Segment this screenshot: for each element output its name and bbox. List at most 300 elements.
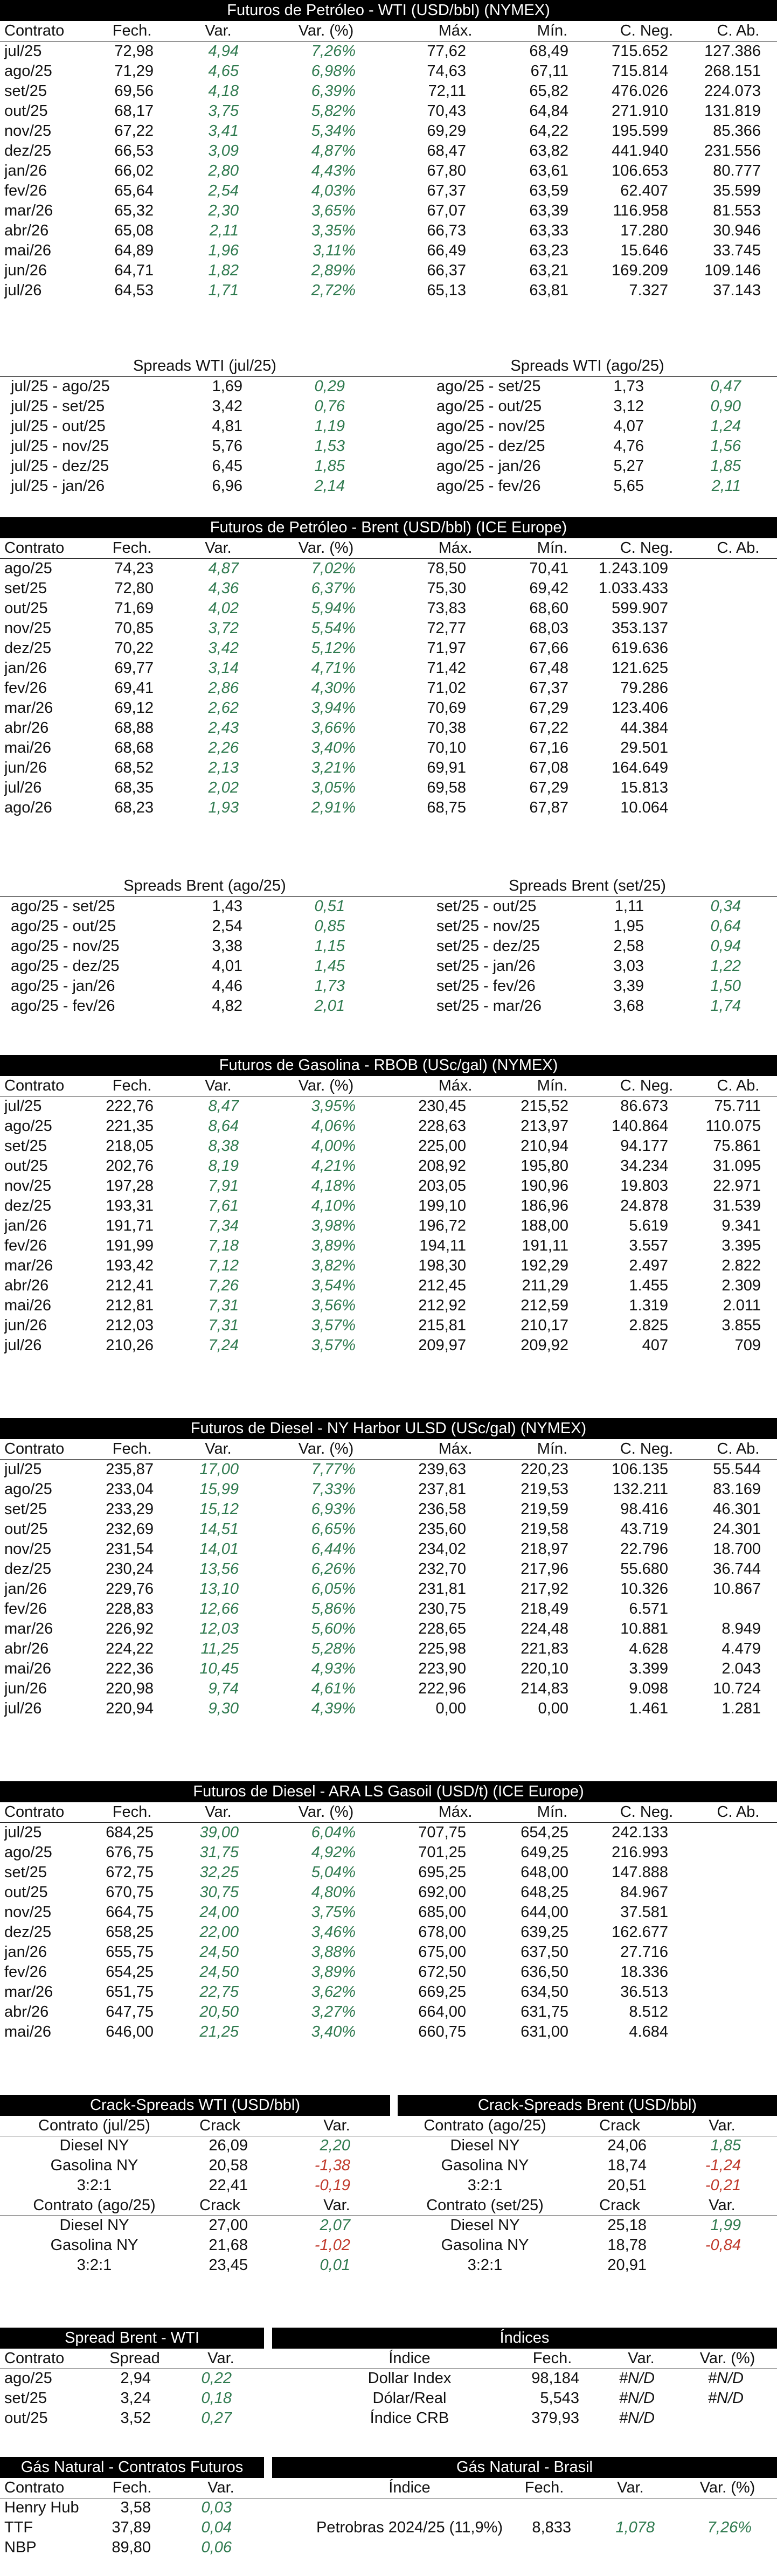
table-cell: 4,10% bbox=[311, 1197, 356, 1214]
table-cell: 36.744 bbox=[713, 1560, 761, 1578]
table-row bbox=[0, 1116, 777, 1136]
table-cell: ago/25 - jan/26 bbox=[11, 977, 115, 995]
column-header: C. Neg. bbox=[620, 1803, 674, 1821]
table-cell: 230,75 bbox=[418, 1600, 466, 1617]
table-cell: dez/25 bbox=[4, 1197, 52, 1214]
table-cell: 3,62% bbox=[311, 1983, 356, 2001]
table-cell: 476.026 bbox=[612, 82, 668, 100]
table-cell: 5,94% bbox=[311, 600, 356, 617]
table-cell: 7,31 bbox=[208, 1297, 239, 1314]
table-cell: 69,29 bbox=[427, 122, 466, 140]
table-cell: 75.861 bbox=[713, 1137, 761, 1155]
table-cell: Diesel NY bbox=[450, 2217, 520, 2234]
table-cell: 1.243.109 bbox=[598, 560, 668, 577]
table-cell: 37.581 bbox=[620, 1904, 668, 1921]
spread-bw-title: Spread Brent - WTI bbox=[0, 2328, 264, 2349]
table-cell: dez/25 bbox=[4, 640, 52, 657]
table-cell: out/25 bbox=[4, 2410, 48, 2427]
table-cell: 271.910 bbox=[612, 102, 668, 120]
crack-row bbox=[0, 2235, 777, 2255]
table-cell: 2,62 bbox=[208, 699, 239, 717]
table-cell: 6,05% bbox=[311, 1580, 356, 1598]
table-cell: 209,97 bbox=[418, 1337, 466, 1354]
table-cell: 6,65% bbox=[311, 1520, 356, 1538]
table-cell: 1,45 bbox=[314, 957, 345, 975]
column-header: Crack bbox=[199, 2197, 240, 2214]
table-cell: 0,64 bbox=[710, 918, 741, 935]
table-cell: mai/26 bbox=[4, 2023, 52, 2040]
table-cell: 6,44% bbox=[311, 1540, 356, 1558]
table-cell: 44.384 bbox=[620, 719, 668, 737]
table-row bbox=[0, 241, 777, 261]
table-cell: 213,97 bbox=[521, 1117, 568, 1135]
table-cell: 84.967 bbox=[620, 1884, 668, 1901]
table-row bbox=[0, 141, 777, 161]
table-cell: 2,26 bbox=[208, 739, 239, 756]
table-cell: jan/26 bbox=[4, 659, 47, 677]
table-cell: 31.539 bbox=[713, 1197, 761, 1214]
table-cell: 4,80% bbox=[311, 1884, 356, 1901]
table-cell: 636,50 bbox=[521, 1963, 568, 1981]
column-header: C. Neg. bbox=[620, 1077, 674, 1094]
table-cell: Petrobras 2024/25 (11,9%) bbox=[316, 2519, 503, 2536]
table-row bbox=[0, 101, 777, 121]
table-cell: 212,41 bbox=[106, 1277, 154, 1294]
table-cell: ago/25 bbox=[4, 63, 52, 80]
table-cell: 4,03% bbox=[311, 182, 356, 199]
table-cell: jul/26 bbox=[4, 1337, 42, 1354]
table-cell: 2.309 bbox=[722, 1277, 761, 1294]
table-cell: 9.098 bbox=[629, 1680, 668, 1697]
table-cell: 67,29 bbox=[529, 699, 568, 717]
spreads-title-row bbox=[0, 356, 777, 377]
brent-section bbox=[0, 517, 777, 818]
table-cell: 0,94 bbox=[710, 938, 741, 955]
table-cell: 212,59 bbox=[521, 1297, 568, 1314]
column-header: Contrato bbox=[4, 2350, 65, 2367]
table-cell: 2.497 bbox=[629, 1257, 668, 1274]
table-cell: Gasolina NY bbox=[441, 2157, 529, 2174]
table-cell: fev/26 bbox=[4, 182, 47, 199]
table-cell: 27,00 bbox=[209, 2217, 248, 2234]
column-header: Índice bbox=[388, 2479, 431, 2496]
column-header: Var. bbox=[207, 2479, 234, 2496]
crack-header-row bbox=[0, 2196, 777, 2216]
table-cell: 1.461 bbox=[629, 1700, 668, 1717]
table-cell: 231,81 bbox=[418, 1580, 466, 1598]
table-cell: 234,02 bbox=[418, 1540, 466, 1558]
table-cell: 6,37% bbox=[311, 580, 356, 597]
table-cell: 198,30 bbox=[418, 1257, 466, 1274]
spread-row bbox=[0, 996, 777, 1016]
column-header: Crack bbox=[599, 2117, 640, 2134]
table-cell: 18.700 bbox=[713, 1540, 761, 1558]
table-cell: mar/26 bbox=[4, 1257, 53, 1274]
column-header: Máx. bbox=[438, 22, 473, 39]
table-cell: 1,19 bbox=[314, 418, 345, 435]
table-cell: 226,92 bbox=[106, 1620, 154, 1637]
table-cell: 224.073 bbox=[704, 82, 761, 100]
table-cell: 10.064 bbox=[620, 799, 668, 816]
table-cell: 7,18 bbox=[208, 1237, 239, 1254]
table-cell: 4,81 bbox=[212, 418, 242, 435]
column-header: Var. bbox=[709, 2117, 736, 2134]
table-cell: 3,05% bbox=[311, 779, 356, 796]
table-cell: jul/26 bbox=[4, 1700, 42, 1717]
table-cell: 5,04% bbox=[311, 1864, 356, 1881]
column-header: Índice bbox=[388, 2350, 431, 2367]
table-cell: 63,61 bbox=[529, 162, 568, 179]
table-cell: out/25 bbox=[4, 600, 48, 617]
table-cell: 4,87% bbox=[311, 142, 356, 159]
table-row bbox=[0, 1096, 777, 1116]
column-header: Fech. bbox=[112, 1077, 152, 1094]
table-cell: 3,09 bbox=[208, 142, 239, 159]
table-cell: 24.301 bbox=[713, 1520, 761, 1538]
table-cell: 64,84 bbox=[529, 102, 568, 120]
table-cell: 9,74 bbox=[208, 1680, 239, 1697]
spread-row bbox=[0, 397, 777, 416]
table-row bbox=[0, 1296, 777, 1316]
table-cell: 72,98 bbox=[114, 43, 154, 60]
table-cell: 80.777 bbox=[713, 162, 761, 179]
spread-row bbox=[0, 456, 777, 476]
table-cell: Gasolina NY bbox=[441, 2237, 529, 2254]
table-cell: 1,53 bbox=[314, 438, 345, 455]
column-header: Fech. bbox=[112, 22, 152, 39]
table-cell: 94.177 bbox=[620, 1137, 668, 1155]
table-cell: mai/26 bbox=[4, 1660, 52, 1677]
table-cell: 55.544 bbox=[713, 1461, 761, 1478]
table-cell: 6,04% bbox=[311, 1824, 356, 1841]
table-cell: 70,43 bbox=[427, 102, 466, 120]
table-cell: jan/26 bbox=[4, 1943, 47, 1961]
table-row bbox=[0, 1176, 777, 1196]
table-cell: 75.711 bbox=[714, 1098, 761, 1115]
table-cell: 4,36 bbox=[208, 580, 239, 597]
table-cell: 77,62 bbox=[427, 43, 466, 60]
table-cell: 8,833 bbox=[532, 2519, 571, 2536]
table-cell: mar/26 bbox=[4, 699, 53, 717]
table-cell: #N/D bbox=[619, 2370, 655, 2387]
table-cell: 2.043 bbox=[722, 1660, 761, 1677]
table-cell: 8.949 bbox=[722, 1620, 761, 1637]
table-cell: 0,34 bbox=[710, 898, 741, 915]
table-cell: 715.652 bbox=[612, 43, 668, 60]
table-cell: jul/26 bbox=[4, 779, 42, 796]
table-cell: 6,96 bbox=[212, 477, 242, 495]
table-cell: 631,00 bbox=[521, 2023, 568, 2040]
table-cell: 1.455 bbox=[629, 1277, 668, 1294]
table-cell: abr/26 bbox=[4, 222, 49, 239]
table-cell: 66,49 bbox=[427, 242, 466, 259]
table-cell: fev/26 bbox=[4, 1963, 47, 1981]
table-cell: dez/25 bbox=[4, 1560, 52, 1578]
table-cell: 0,85 bbox=[314, 918, 345, 935]
table-cell: Diesel NY bbox=[59, 2137, 129, 2154]
table-cell: 3,52 bbox=[120, 2410, 151, 2427]
table-cell: 1,15 bbox=[314, 938, 345, 955]
column-header: Máx. bbox=[438, 1440, 473, 1457]
table-cell: 3.855 bbox=[722, 1317, 761, 1334]
table-cell: 3,89% bbox=[311, 1237, 356, 1254]
table-cell: 109.146 bbox=[704, 262, 761, 279]
column-header: Fech. bbox=[112, 2479, 152, 2496]
crack-row bbox=[0, 2136, 777, 2156]
table-cell: 2,89% bbox=[311, 262, 356, 279]
table-cell: ago/25 - nov/25 bbox=[436, 418, 545, 435]
column-header: Var. (%) bbox=[298, 22, 354, 39]
table-cell: fev/26 bbox=[4, 1600, 47, 1617]
table-cell: 715.814 bbox=[612, 63, 668, 80]
table-cell: set/25 bbox=[4, 2390, 47, 2407]
crack-wti-title: Crack-Spreads WTI (USD/bbl) bbox=[0, 2095, 390, 2116]
table-cell: out/25 bbox=[4, 1520, 48, 1538]
table-cell: 4,65 bbox=[208, 63, 239, 80]
table-cell: Gasolina NY bbox=[50, 2237, 138, 2254]
table-cell: 65,08 bbox=[114, 222, 154, 239]
rbob-header-row bbox=[0, 1076, 777, 1096]
table-cell: 3,88% bbox=[311, 1943, 356, 1961]
table-cell: 4,06% bbox=[311, 1117, 356, 1135]
table-row bbox=[0, 1316, 777, 1336]
column-header: Mín. bbox=[537, 1077, 568, 1094]
table-row bbox=[0, 1639, 777, 1659]
table-cell: 64,89 bbox=[114, 242, 154, 259]
table-cell: 4,07 bbox=[613, 418, 644, 435]
table-row bbox=[0, 1962, 777, 1982]
table-cell: 12,66 bbox=[199, 1600, 239, 1617]
table-cell: 202,76 bbox=[106, 1157, 154, 1175]
table-cell: 0,29 bbox=[314, 378, 345, 395]
table-cell: 68,49 bbox=[529, 43, 568, 60]
table-cell: 672,75 bbox=[106, 1864, 154, 1881]
column-header: Crack bbox=[199, 2117, 240, 2134]
table-cell: 27.716 bbox=[620, 1943, 668, 1961]
table-cell: 209,92 bbox=[521, 1337, 568, 1354]
table-cell: 21,68 bbox=[209, 2237, 248, 2254]
table-cell: 66,37 bbox=[427, 262, 466, 279]
table-cell: 3:2:1 bbox=[77, 2177, 112, 2194]
table-cell: 675,00 bbox=[418, 1943, 466, 1961]
table-row bbox=[0, 599, 777, 619]
crack-brent-title: Crack-Spreads Brent (USD/bbl) bbox=[398, 2095, 777, 2116]
column-header: Var. (%) bbox=[298, 1803, 354, 1821]
column-header: Contrato bbox=[4, 1077, 65, 1094]
table-cell: 22.796 bbox=[620, 1540, 668, 1558]
column-header: Var. (%) bbox=[298, 1077, 354, 1094]
table-cell: 228,63 bbox=[418, 1117, 466, 1135]
table-cell: 71,02 bbox=[427, 679, 466, 697]
table-cell: 670,75 bbox=[106, 1884, 154, 1901]
table-cell: 4.628 bbox=[629, 1640, 668, 1657]
table-cell: 212,81 bbox=[106, 1297, 154, 1314]
table-cell: 7,26% bbox=[707, 2519, 752, 2536]
table-cell: 24,00 bbox=[199, 1904, 239, 1921]
table-cell: 18,78 bbox=[607, 2237, 647, 2254]
table-cell: 648,00 bbox=[521, 1864, 568, 1881]
table-cell: 231.556 bbox=[704, 142, 761, 159]
table-cell: 2,54 bbox=[208, 182, 239, 199]
table-cell: 68,52 bbox=[114, 759, 154, 776]
table-cell: mai/26 bbox=[4, 739, 52, 756]
table-row bbox=[0, 1599, 777, 1619]
spreads-left-title: Spreads WTI (jul/25) bbox=[133, 357, 276, 374]
table-cell: 9,30 bbox=[208, 1700, 239, 1717]
table-cell: jul/25 - nov/25 bbox=[11, 438, 109, 455]
table-cell: 3,27% bbox=[311, 2003, 356, 2020]
table-cell: 379,93 bbox=[531, 2410, 579, 2427]
table-cell: 70,85 bbox=[114, 620, 154, 637]
table-cell: 67,08 bbox=[529, 759, 568, 776]
table-cell: 18,74 bbox=[607, 2157, 647, 2174]
table-cell: 71,29 bbox=[114, 63, 154, 80]
table-cell: 7,61 bbox=[208, 1197, 239, 1214]
table-cell: 66,73 bbox=[427, 222, 466, 239]
column-header: Máx. bbox=[438, 539, 473, 557]
table-cell: 4,92% bbox=[311, 1844, 356, 1861]
table-cell: 1,85 bbox=[710, 2137, 741, 2154]
brent-title: Futuros de Petróleo - Brent (USD/bbl) (ICE Europe) bbox=[0, 517, 777, 538]
table-cell: ago/25 bbox=[4, 560, 52, 577]
spreads-left-title: Spreads Brent (ago/25) bbox=[123, 877, 286, 894]
table-cell: 5,34% bbox=[311, 122, 356, 140]
table-row bbox=[0, 2022, 777, 2042]
table-cell: 43.719 bbox=[620, 1520, 668, 1538]
table-cell: 0,18 bbox=[201, 2390, 232, 2407]
table-cell: 30,75 bbox=[199, 1884, 239, 1901]
table-cell: 7,26 bbox=[208, 1277, 239, 1294]
crack-contract-label: Contrato (set/25) bbox=[426, 2197, 544, 2214]
table-cell: ago/25 bbox=[4, 1481, 52, 1498]
table-cell: 55.680 bbox=[620, 1560, 668, 1578]
table-cell: 8,64 bbox=[208, 1117, 239, 1135]
table-cell: 7,31 bbox=[208, 1317, 239, 1334]
table-cell: 5,86% bbox=[311, 1600, 356, 1617]
table-cell: 132.211 bbox=[613, 1481, 668, 1498]
table-cell: 1,85 bbox=[710, 457, 741, 475]
table-cell: 2,43 bbox=[208, 719, 239, 737]
table-cell: 21,25 bbox=[199, 2023, 239, 2040]
table-cell: 1,71 bbox=[208, 282, 239, 299]
table-cell: 199,10 bbox=[418, 1197, 466, 1214]
table-cell: 69,77 bbox=[114, 659, 154, 677]
table-cell: 222,76 bbox=[106, 1098, 154, 1115]
table-row bbox=[0, 2408, 777, 2428]
column-header: Crack bbox=[599, 2197, 640, 2214]
table-cell: 7,77% bbox=[311, 1461, 356, 1478]
table-cell: 70,69 bbox=[427, 699, 466, 717]
table-cell: 3,98% bbox=[311, 1217, 356, 1234]
column-header: Fech. bbox=[532, 2350, 572, 2367]
table-cell: 39,00 bbox=[199, 1824, 239, 1841]
table-cell: 5,54% bbox=[311, 620, 356, 637]
crack-row bbox=[0, 2216, 777, 2235]
table-cell: 654,25 bbox=[521, 1824, 568, 1841]
table-cell: 707,75 bbox=[418, 1824, 466, 1841]
table-cell: jul/25 bbox=[4, 43, 42, 60]
table-cell: set/25 - out/25 bbox=[436, 898, 537, 915]
table-cell: 63,82 bbox=[529, 142, 568, 159]
table-cell: 68,88 bbox=[114, 719, 154, 737]
table-row bbox=[0, 1480, 777, 1499]
table-cell: 63,21 bbox=[529, 262, 568, 279]
table-cell: 110.075 bbox=[705, 1117, 761, 1135]
table-cell: 3,57% bbox=[311, 1337, 356, 1354]
table-cell: ago/25 - fev/26 bbox=[11, 997, 115, 1015]
table-cell: 6.571 bbox=[629, 1600, 668, 1617]
table-cell: 68,68 bbox=[114, 739, 154, 756]
column-header: Mín. bbox=[537, 1803, 568, 1821]
table-cell: 1,56 bbox=[710, 438, 741, 455]
table-cell: 684,25 bbox=[106, 1824, 154, 1841]
table-cell: 67,07 bbox=[427, 202, 466, 219]
table-cell: 70,38 bbox=[427, 719, 466, 737]
table-cell: 1,93 bbox=[208, 799, 239, 816]
table-row bbox=[0, 1519, 777, 1539]
table-cell: 164.649 bbox=[612, 759, 668, 776]
table-row bbox=[0, 1196, 777, 1216]
table-cell: 235,87 bbox=[106, 1461, 154, 1478]
table-cell: 15,99 bbox=[199, 1481, 239, 1498]
table-cell: ago/25 bbox=[4, 1844, 52, 1861]
table-cell: 228,65 bbox=[418, 1620, 466, 1637]
table-cell: 8,38 bbox=[208, 1137, 239, 1155]
table-cell: 224,48 bbox=[521, 1620, 568, 1637]
table-cell: 230,45 bbox=[418, 1098, 466, 1115]
spread-row bbox=[0, 377, 777, 397]
table-cell: nov/25 bbox=[4, 1904, 52, 1921]
table-row bbox=[0, 1659, 777, 1679]
table-cell: 24,50 bbox=[199, 1963, 239, 1981]
table-cell: 22,00 bbox=[199, 1924, 239, 1941]
table-cell: 6,93% bbox=[311, 1501, 356, 1518]
table-cell: 658,25 bbox=[106, 1924, 154, 1941]
table-cell: set/25 bbox=[4, 1864, 47, 1881]
spread-row bbox=[0, 476, 777, 496]
table-cell: 0,22 bbox=[201, 2370, 232, 2387]
column-header: C. Ab. bbox=[717, 1077, 760, 1094]
table-cell: 1,99 bbox=[710, 2217, 741, 2234]
table-cell: 62.407 bbox=[620, 182, 668, 199]
table-cell: 68,60 bbox=[529, 600, 568, 617]
table-cell: 17,00 bbox=[199, 1461, 239, 1478]
table-cell: 220,23 bbox=[521, 1461, 568, 1478]
table-cell: 71,69 bbox=[114, 600, 154, 617]
table-row bbox=[0, 638, 777, 658]
table-row bbox=[0, 81, 777, 101]
table-row bbox=[0, 2498, 777, 2518]
table-cell: 79.286 bbox=[620, 679, 668, 697]
table-cell: 3,12 bbox=[613, 398, 644, 415]
spread-row bbox=[0, 897, 777, 916]
table-cell: 599.907 bbox=[612, 600, 668, 617]
table-cell: 2,80 bbox=[208, 162, 239, 179]
table-cell: 68,35 bbox=[114, 779, 154, 796]
table-cell: 0,00 bbox=[538, 1700, 568, 1717]
table-cell: 217,96 bbox=[521, 1560, 568, 1578]
table-cell: 19.803 bbox=[620, 1177, 668, 1195]
table-cell: 98.416 bbox=[620, 1501, 668, 1518]
table-cell: 72,77 bbox=[427, 620, 466, 637]
table-cell: 63,33 bbox=[529, 222, 568, 239]
table-cell: 64,53 bbox=[114, 282, 154, 299]
table-cell: 3,42 bbox=[212, 398, 242, 415]
table-row bbox=[0, 161, 777, 181]
table-cell: dez/25 bbox=[4, 142, 52, 159]
brent-spreads bbox=[0, 876, 777, 1016]
spread-row bbox=[0, 416, 777, 436]
